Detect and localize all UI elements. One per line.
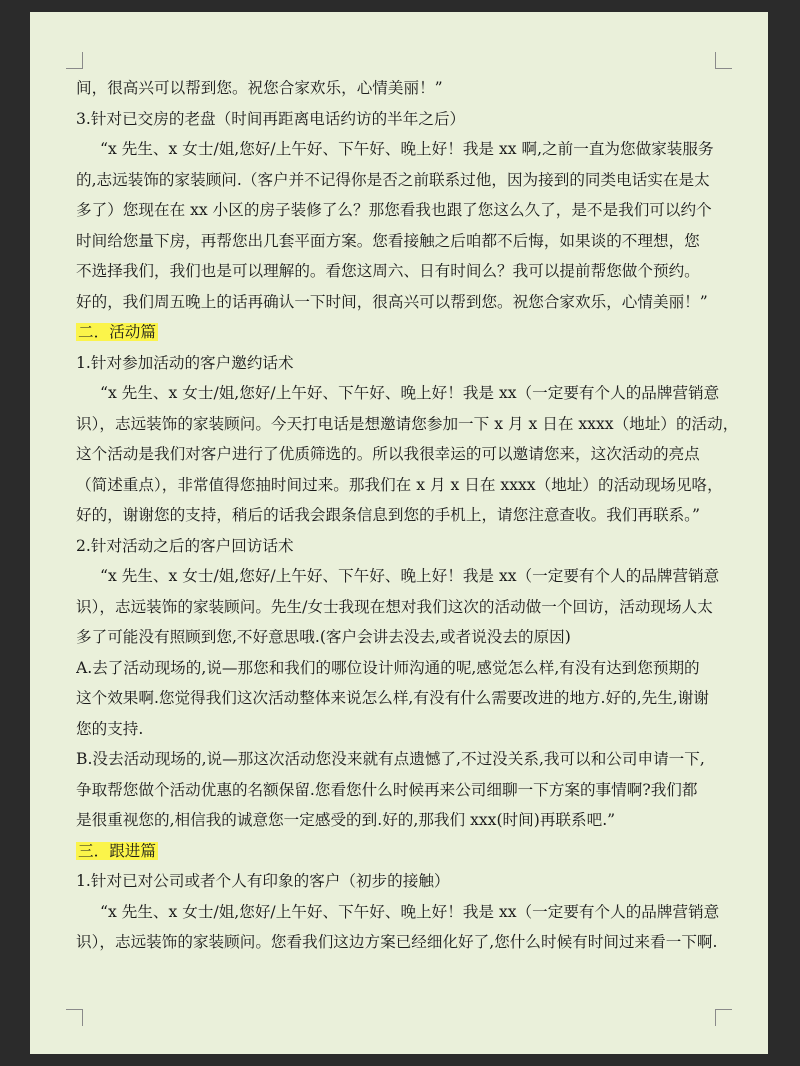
line-text: 时间给您量下房，再帮您出几套平面方案。您看接触之后咱都不后悔，如果谈的不理想，您 <box>76 231 700 250</box>
section-heading <box>76 836 760 867</box>
text-line <box>76 561 760 592</box>
line-text: A.去了活动现场的,说—那您和我们的哪位设计师沟通的呢,感觉怎么样,有没有达到您预期的 <box>76 658 700 677</box>
text-line <box>76 348 760 379</box>
text-line <box>76 927 760 958</box>
line-text: 多了）您现在在 xx 小区的房子装修了么？那您看我也跟了您这么久了，是不是我们可以约个 <box>76 201 712 219</box>
text-line <box>76 409 760 440</box>
corner-mark-top-left <box>66 52 83 69</box>
text-line <box>76 134 760 165</box>
line-text: （简述重点），非常值得您抽时间过来。那我们在 x 月 x 日在 xxxx（地址）的活动现场见咯， <box>76 475 723 494</box>
line-text: 2.针对活动之后的客户回访话术 <box>76 536 294 555</box>
text-line <box>76 378 760 409</box>
line-text: 好的，我们周五晚上的话再确认一下时间，很高兴可以帮到您。祝您合家欢乐，心情美丽！” <box>76 292 708 311</box>
line-text: 您的支持. <box>76 719 144 738</box>
text-line <box>76 287 760 318</box>
section-heading <box>76 317 760 348</box>
text-line <box>76 500 760 531</box>
text-line <box>76 714 760 745</box>
line-text: 3.针对已交房的老盘（时间再距离电话约访的半年之后） <box>76 109 466 128</box>
corner-mark-bottom-left <box>66 1009 83 1026</box>
text-line <box>76 165 760 196</box>
line-text: “x 先生、x 女士/姐,您好/上午好、下午好、晚上好！我是 xx 啊,之前一直为您做家装服务 <box>100 140 714 158</box>
line-text: 的,志远装饰的家装顾问.（客户并不记得你是否之前联系过他，因为接到的同类电话实在是太 <box>76 170 710 189</box>
highlighted-heading-text: 三．跟进篇 <box>78 841 156 860</box>
line-text: 这个效果啊.您觉得我们这次活动整体来说怎么样,有没有什么需要改进的地方.好的,先生,谢谢 <box>76 689 709 707</box>
text-line <box>76 195 760 226</box>
line-text: 多了可能没有照顾到您,不好意思哦.(客户会讲去没去,或者说没去的原因) <box>76 628 571 646</box>
line-text: “x 先生、x 女士/姐,您好/上午好、下午好、晚上好！我是 xx（一定要有个人的品牌营销意 <box>100 567 720 585</box>
line-text: “x 先生、x 女士/姐,您好/上午好、下午好、晚上好！我是 xx（一定要有个人的品牌营销意 <box>100 384 720 402</box>
text-line <box>76 897 760 928</box>
highlighted-heading-text: 二．活动篇 <box>78 323 156 341</box>
corner-mark-top-right <box>715 52 732 69</box>
line-text: B.没去活动现场的,说—那这次活动您没来就有点遗憾了,不过没关系,我可以和公司申请一下, <box>76 750 705 768</box>
line-text: 好的，谢谢您的支持，稍后的话我会跟条信息到您的手机上，请您注意查收。我们再联系。” <box>76 506 700 524</box>
line-text: 识），志远装饰的家装顾问。先生/女士我现在想对我们这次的活动做一个回访，活动现场人太 <box>76 597 713 616</box>
line-text: 识），志远装饰的家装顾问。今天打电话是想邀请您参加一下 x 月 x 日在 xxxx（地址）的活动， <box>76 414 739 433</box>
line-text: 这个活动是我们对客户进行了优质筛选的。所以我很幸运的可以邀请您来，这次活动的亮点 <box>76 445 700 463</box>
line-text: 1.针对已对公司或者个人有印象的客户（初步的接触） <box>76 872 450 890</box>
text-line <box>76 775 760 806</box>
text-line <box>76 226 760 257</box>
text-line <box>76 73 760 104</box>
text-line <box>76 683 760 714</box>
text-line <box>76 470 760 501</box>
line-text: 争取帮您做个活动优惠的名额保留.您看您什么时候再来公司细聊一下方案的事情啊?我们都 <box>76 780 698 799</box>
document-page <box>30 12 768 1054</box>
text-line <box>76 531 760 562</box>
line-text: 是很重视您的,相信我的诚意您一定感受的到.好的,那我们 xxx(时间)再联系吧.” <box>76 811 616 829</box>
line-text: 识），志远装饰的家装顾问。您看我们这边方案已经细化好了,您什么时候有时间过来看一下啊. <box>76 933 718 951</box>
text-line <box>76 744 760 775</box>
line-text: “x 先生、x 女士/姐,您好/上午好、下午好、晚上好！我是 xx（一定要有个人的品牌营销意 <box>100 902 720 921</box>
text-line <box>76 622 760 653</box>
text-line <box>76 653 760 684</box>
line-text: 不选择我们，我们也是可以理解的。看您这周六、日有时间么？我可以提前帮您做个预约。 <box>76 262 700 280</box>
text-line <box>76 104 760 135</box>
text-line <box>76 592 760 623</box>
document-body <box>76 73 760 958</box>
text-line <box>76 256 760 287</box>
text-line <box>76 866 760 897</box>
line-text: 1.针对参加活动的客户邀约话术 <box>76 353 294 372</box>
line-text: 间，很高兴可以帮到您。祝您合家欢乐，心情美丽！” <box>76 79 443 97</box>
text-line <box>76 805 760 836</box>
corner-mark-bottom-right <box>715 1009 732 1026</box>
text-line <box>76 439 760 470</box>
